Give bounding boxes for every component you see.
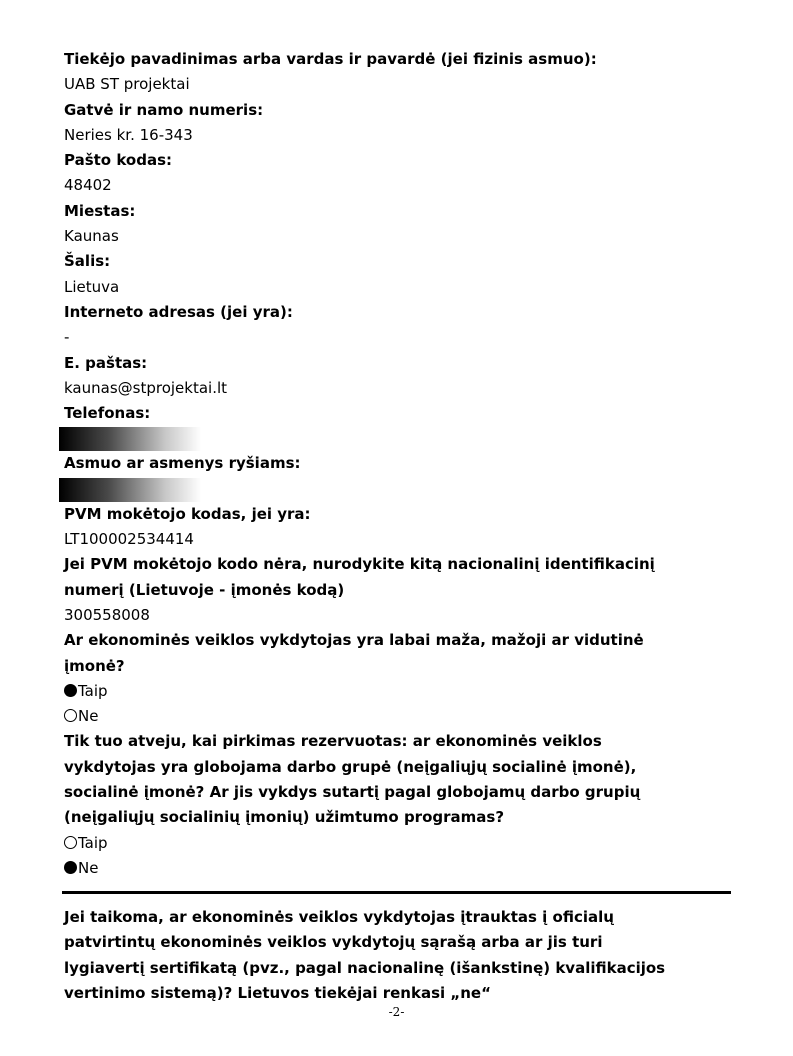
section-divider [62, 891, 731, 894]
country-value: Lietuva [64, 277, 120, 296]
contact-person-redaction [64, 477, 734, 502]
redaction-bar [59, 427, 201, 451]
national-id-value: 300558008 [64, 605, 150, 624]
contact-person-label: Asmuo ar asmenys ryšiams: [64, 454, 301, 473]
country-label: Šalis: [64, 252, 111, 271]
street-value: Neries kr. 16-343 [64, 125, 193, 144]
supplier-name-label: Tiekėjo pavadinimas arba vardas ir pavardė (jei fizinis asmuo): [64, 50, 597, 68]
reserved-option-yes-label: Taip [78, 833, 108, 852]
vat-code-label: PVM mokėtojo kodas, jei yra: [64, 504, 311, 523]
official-list-question-line-4: vertinimo sistemą)? Lietuvos tiekėjai renkasi „ne“ [64, 983, 491, 1002]
reserved-option-yes[interactable] [64, 831, 734, 856]
national-id-label-line-1: Jei PVM mokėtojo kodo nėra, nurodykite kitą nacionalinį identifikacinį [64, 555, 655, 574]
redaction-bar [59, 478, 201, 502]
sme-option-yes-label: Taip [78, 681, 108, 700]
reserved-question-line-3: socialinė įmonė? Ar jis vykdys sutartį pagal globojamų darbo grupių [64, 783, 641, 802]
official-list-question [64, 905, 744, 1006]
supplier-info-form [64, 47, 734, 881]
reserved-option-no[interactable] [64, 856, 734, 881]
phone-label: Telefonas: [64, 404, 151, 423]
reserved-question-line-4: (neįgaliųjų socialinių įmonių) užimtumo programas? [64, 808, 505, 827]
postal-code-label: Pašto kodas: [64, 151, 173, 170]
radio-selected-icon[interactable] [64, 684, 77, 697]
sme-option-no-label: Ne [78, 707, 99, 726]
postal-code-value: 48402 [64, 176, 112, 195]
page-number: -2- [388, 1005, 405, 1019]
official-list-question-line-1: Jei taikoma, ar ekonominės veiklos vykdytojas įtrauktas į oficialų [64, 908, 614, 926]
website-value: - [64, 328, 70, 347]
city-label: Miestas: [64, 201, 136, 220]
supplier-name-value: UAB ST projektai [64, 75, 190, 94]
official-list-question-line-3: lygiavertį sertifikatą (pvz., pagal nacionalinę (išankstinę) kvalifikacijos [64, 958, 666, 977]
sme-option-yes[interactable] [64, 679, 734, 704]
vat-code-value: LT100002534414 [64, 530, 194, 549]
sme-question-line-2: įmonė? [64, 656, 125, 675]
website-label: Interneto adresas (jei yra): [64, 302, 293, 321]
national-id-label-line-2: numerį (Lietuvoje - įmonės kodą) [64, 580, 345, 599]
street-label: Gatvė ir namo numeris: [64, 100, 264, 119]
reserved-question-line-1: Tik tuo atveju, kai pirkimas rezervuotas: ar ekonominės veiklos [64, 732, 602, 751]
radio-selected-icon[interactable] [64, 861, 77, 874]
radio-unselected-icon[interactable] [64, 836, 77, 849]
official-list-question-line-2: patvirtintų ekonominės veiklos vykdytojų sąrašą arba ar jis turi [64, 933, 603, 952]
reserved-question-line-2: vykdytojas yra globojama darbo grupė (neįgaliųjų socialinė įmonė), [64, 757, 637, 776]
city-value: Kaunas [64, 227, 119, 246]
sme-question-line-1: Ar ekonominės veiklos vykdytojas yra labai maža, mažoji ar vidutinė [64, 631, 644, 650]
sme-option-no[interactable] [64, 704, 734, 729]
phone-redaction [64, 426, 734, 451]
reserved-option-no-label: Ne [78, 858, 99, 877]
radio-unselected-icon[interactable] [64, 709, 77, 722]
email-value: kaunas@stprojektai.lt [64, 378, 228, 397]
email-label: E. paštas: [64, 353, 148, 372]
